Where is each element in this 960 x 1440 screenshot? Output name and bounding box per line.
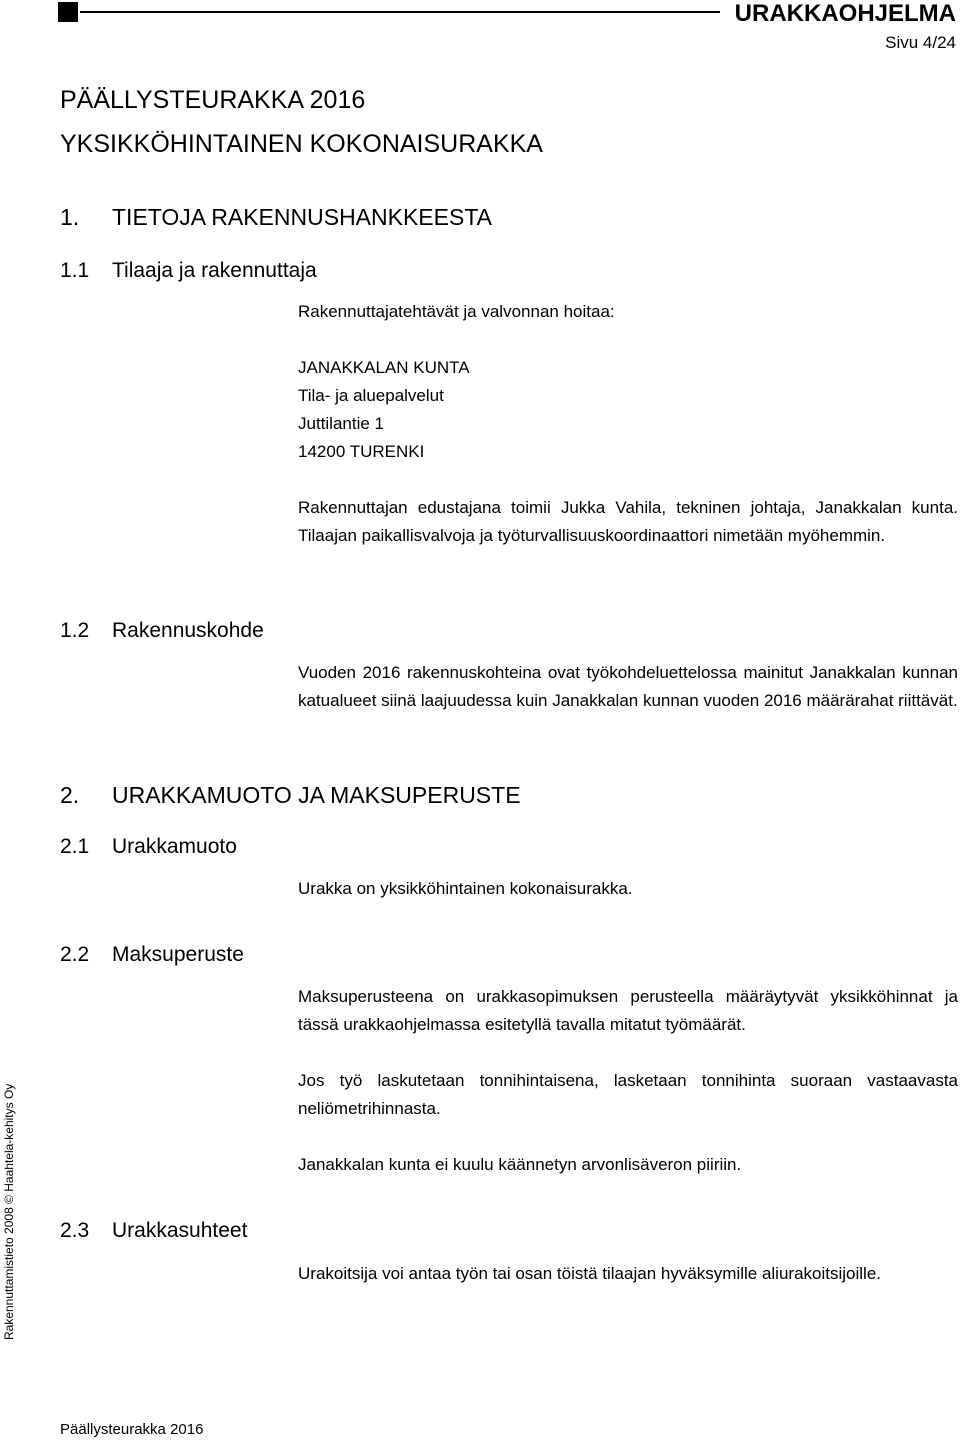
contract-form-paragraph: Urakka on yksikköhintainen kokonaisurakka. — [298, 879, 633, 898]
section-title: Tilaaja ja rakennuttaja — [112, 259, 317, 282]
section-title: URAKKAMUOTO JA MAKSUPERUSTE — [112, 782, 521, 808]
heading-section-1-1 — [60, 259, 317, 283]
section-number: 1.2 — [60, 619, 90, 642]
heading-section-2 — [60, 782, 521, 809]
construction-target-paragraph: Vuoden 2016 rakennuskohteina ovat työkohdeluettelossa mainitut Janakkalan kunnan katualueet siinä laajuudessa kuin Janakkalan kunnan vuoden 2016 määrärahat riittävät. — [298, 663, 958, 710]
section-title: TIETOJA RAKENNUSHANKKEESTA — [112, 204, 493, 230]
payment-basis-paragraph-1: Maksuperusteena on urakkasopimuksen perusteella määräytyvät yksikköhinnat ja tässä urakkaohjelmassa esitetyllä tavalla mitatut työmäärät. — [298, 987, 958, 1034]
page-footer: Päällysteurakka 2016 — [60, 1421, 204, 1438]
address-line: Juttilantie 1 — [298, 414, 384, 433]
section-title: Maksuperuste — [112, 943, 244, 966]
document-title-line-2: YKSIKKÖHINTAINEN KOKONAISURAKKA — [60, 130, 543, 158]
client-intro-text: Rakennuttajatehtävät ja valvonnan hoitaa: — [298, 302, 615, 321]
payment-basis-paragraph-2: Jos työ laskutetaan tonnihintaisena, lasketaan tonnihinta suoraan vastaavasta neliömetrihinnasta. — [298, 1071, 958, 1118]
address-line: JANAKKALAN KUNTA — [298, 358, 470, 377]
address-line: Tila- ja aluepalvelut — [298, 386, 444, 405]
section-title: Rakennuskohde — [112, 619, 264, 642]
heading-section-1-2 — [60, 619, 264, 643]
page-number: Sivu 4/24 — [885, 33, 956, 52]
address-line: 14200 TURENKI — [298, 442, 425, 461]
section-title: Urakkamuoto — [112, 835, 237, 858]
subcontracting-paragraph: Urakoitsija voi antaa työn tai osan töistä tilaajan hyväksymille aliurakoitsijoille. — [298, 1264, 881, 1283]
heading-section-1 — [60, 204, 492, 231]
section-number: 2.2 — [60, 943, 90, 966]
section-number: 2.1 — [60, 835, 90, 858]
client-representative-paragraph: Rakennuttajan edustajana toimii Jukka Vahila, tekninen johtaja, Janakkalan kunta. Tilaajan paikallisvalvoja ja työturvallisuuskoordinaattori nimetään myöhemmin. — [298, 498, 958, 545]
document-type-title: URAKKAOHJELMA — [734, 0, 956, 27]
header-logo-square — [58, 2, 78, 22]
payment-basis-paragraph-3: Janakkalan kunta ei kuulu käännetyn arvonlisäveron piiriin. — [298, 1155, 742, 1174]
document-title-line-1: PÄÄLLYSTEURAKKA 2016 — [60, 86, 366, 114]
section-number: 2. — [60, 782, 80, 808]
section-number: 2.3 — [60, 1219, 90, 1242]
section-number: 1. — [60, 204, 80, 230]
vertical-copyright-text: Rakennuttamistieto 2008 © Haahtela-kehitys Oy — [2, 1083, 16, 1340]
heading-section-2-1 — [60, 835, 237, 859]
header-rule — [80, 11, 720, 13]
heading-section-2-3 — [60, 1219, 247, 1243]
heading-section-2-2 — [60, 943, 244, 967]
section-title: Urakkasuhteet — [112, 1219, 248, 1242]
client-address — [298, 354, 958, 466]
section-number: 1.1 — [60, 259, 90, 282]
